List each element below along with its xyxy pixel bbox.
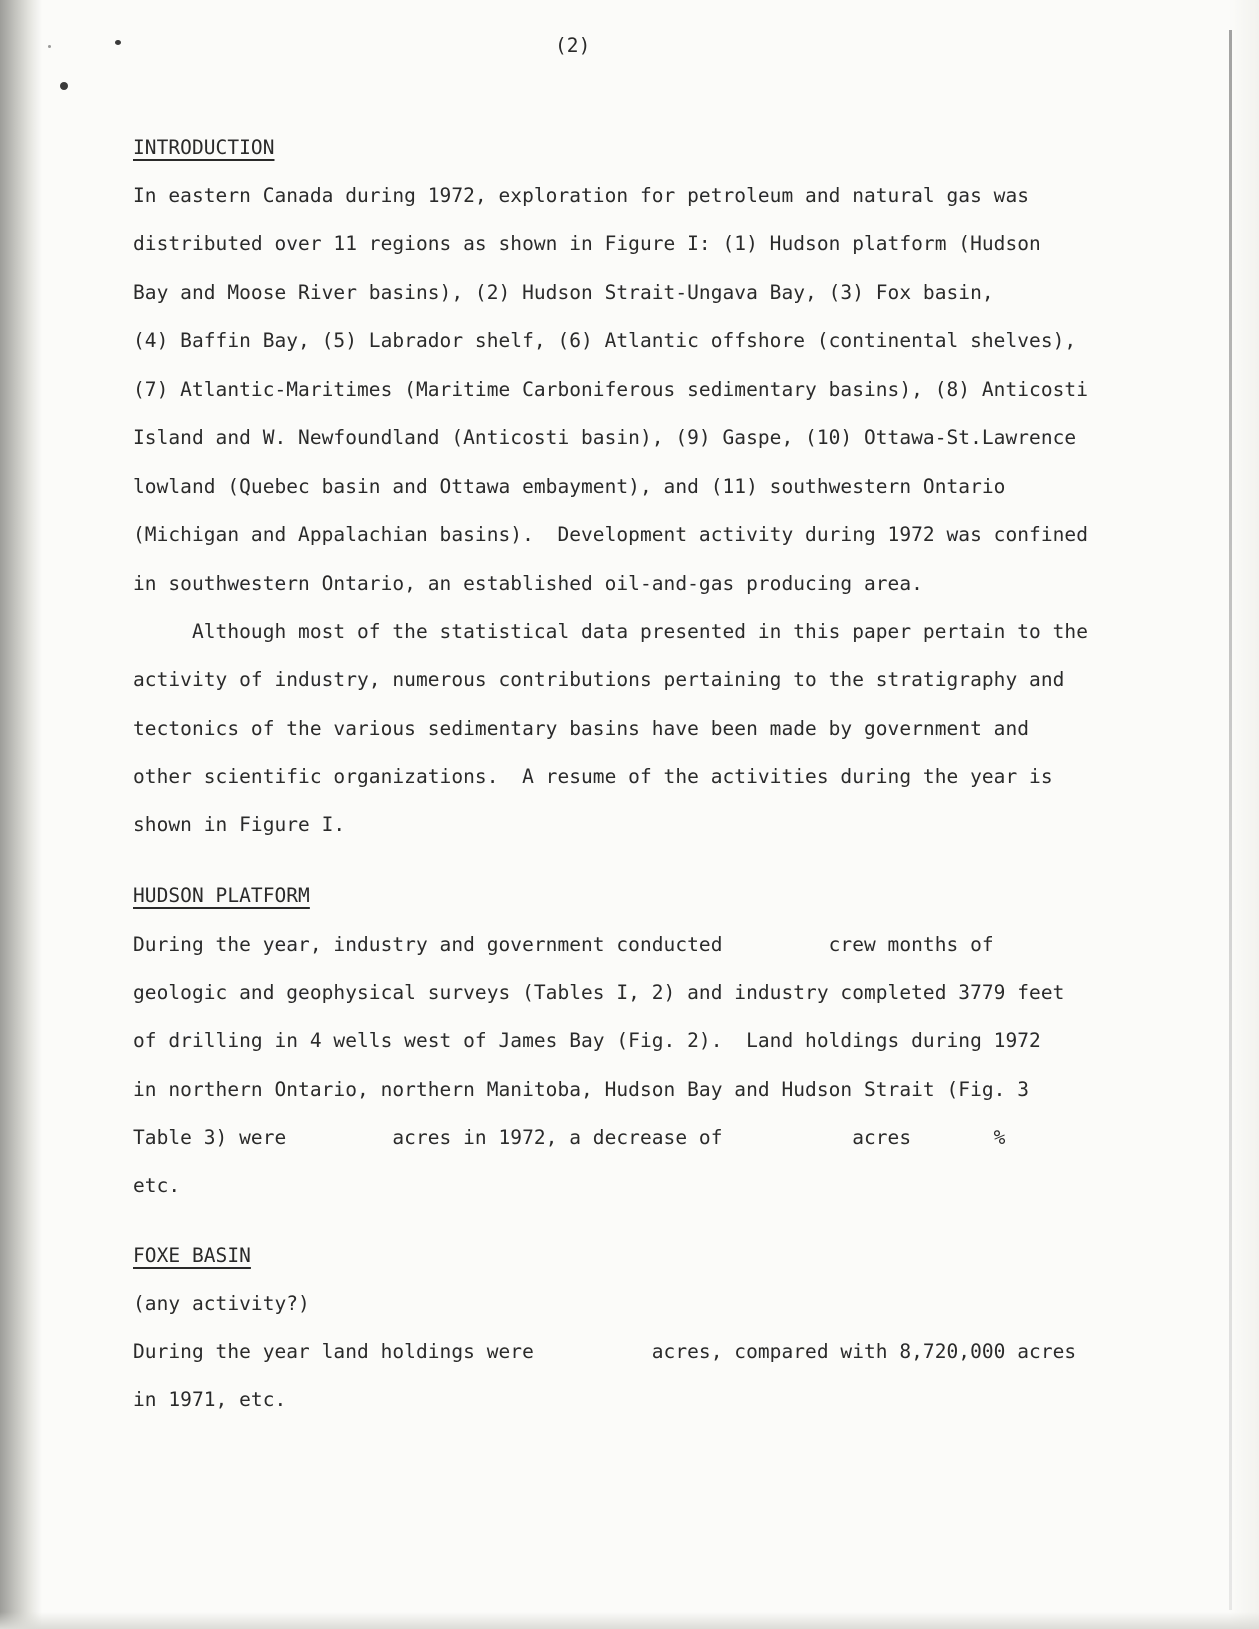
body-line: in 1971, etc. xyxy=(133,1388,287,1411)
body-line: Table 3) were acres in 1972, a decrease of acres % xyxy=(133,1126,1006,1149)
scan-speck xyxy=(48,45,51,48)
heading-hudson-platform: HUDSON PLATFORM xyxy=(133,884,310,907)
body-line: distributed over 11 regions as shown in Figure I: (1) Hudson platform (Hudson xyxy=(133,232,1041,255)
body-line: (4) Baffin Bay, (5) Labrador shelf, (6) Atlantic offshore (continental shelves), xyxy=(133,329,1077,352)
body-line: in southwestern Ontario, an established oil-and-gas producing area. xyxy=(133,572,923,595)
body-line: (Michigan and Appalachian basins). Development activity during 1972 was confined xyxy=(133,523,1088,546)
body-line: of drilling in 4 wells west of James Bay (Fig. 2). Land holdings during 1972 xyxy=(133,1029,1041,1052)
body-line: tectonics of the various sedimentary basins have been made by government and xyxy=(133,717,1030,740)
scan-edge-line xyxy=(1229,30,1232,1610)
body-line: activity of industry, numerous contributions pertaining to the stratigraphy and xyxy=(133,668,1065,691)
body-line: in northern Ontario, northern Manitoba, Hudson Bay and Hudson Strait (Fig. 3 xyxy=(133,1078,1030,1101)
body-line: During the year land holdings were acres, compared with 8,720,000 acres xyxy=(133,1340,1077,1363)
scan-speck xyxy=(115,40,121,45)
scan-shadow-bottom xyxy=(0,1612,1259,1629)
scan-shadow-right xyxy=(1229,0,1259,1629)
scan-shadow-left xyxy=(0,0,42,1629)
heading-introduction: INTRODUCTION xyxy=(133,136,275,159)
body-line: In eastern Canada during 1972, exploration for petroleum and natural gas was xyxy=(133,184,1030,207)
body-line: Although most of the statistical data presented in this paper pertain to the xyxy=(133,620,1088,643)
body-line: geologic and geophysical surveys (Tables I, 2) and industry completed 3779 feet xyxy=(133,981,1065,1004)
body-line: shown in Figure I. xyxy=(133,813,346,836)
body-line: Bay and Moose River basins), (2) Hudson Strait-Ungava Bay, (3) Fox basin, xyxy=(133,281,994,304)
body-line: other scientific organizations. A resume of the activities during the year is xyxy=(133,765,1053,788)
body-line: During the year, industry and government conducted crew months of xyxy=(133,933,994,956)
scan-speck xyxy=(60,82,68,90)
page-number: (2) xyxy=(555,34,591,57)
body-line: lowland (Quebec basin and Ottawa embayment), and (11) southwestern Ontario xyxy=(133,475,1006,498)
heading-foxe-basin: FOXE BASIN xyxy=(133,1244,251,1267)
body-line: (7) Atlantic-Maritimes (Maritime Carboniferous sedimentary basins), (8) Anticosti xyxy=(133,378,1088,401)
body-line: (any activity?) xyxy=(133,1292,310,1315)
body-line: Island and W. Newfoundland (Anticosti basin), (9) Gaspe, (10) Ottawa-St.Lawrence xyxy=(133,426,1077,449)
body-line: etc. xyxy=(133,1174,181,1197)
